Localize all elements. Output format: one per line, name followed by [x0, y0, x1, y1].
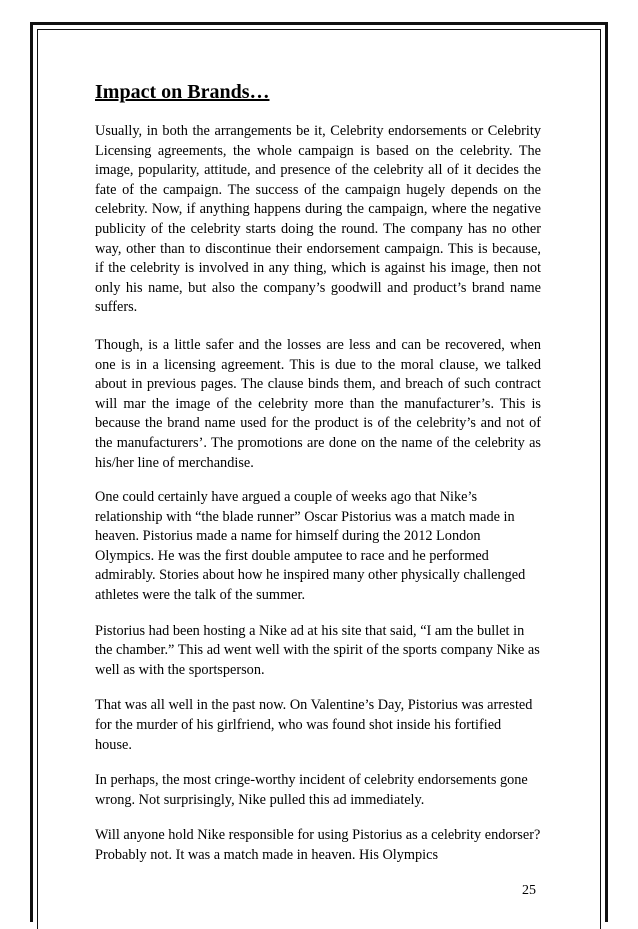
page-content: [95, 80, 541, 866]
section-heading: Impact on Brands…: [95, 81, 270, 103]
paragraph-6: In perhaps, the most cringe-worthy incident of celebrity endorsements gone wrong. Not surprisingly, Nike pulled this ad immediately.: [95, 772, 528, 808]
paragraph-3: One could certainly have argued a couple of weeks ago that Nike’s relationship with “the blade runner” Oscar Pistorius was a match made in heaven. Pistorius made a name for himself during the 2012 London Olympics. He was the first double amputee to race and he performed admirably. Stories about how he inspired many other physically challenged athletes were the talk of the summer.: [95, 489, 526, 604]
paragraph-1: Usually, in both the arrangements be it, Celebrity endorsements or Celebrity Licensing agreements, the whole campaign is based on the celebrity. The image, popularity, attitude, and presence of the celebrity all of it decides the fate of the campaign. The success of the campaign hugely depends on the celebrity. Now, if anything happens during the campaign, where the negative publicity of the celebrity starts doing the round. The company has no other way, other than to discontinue their endorsement campaign. This is because, if the celebrity is involved in any thing, which is against his image, then not only his name, but also the company’s goodwill and product’s brand name suffers.: [95, 123, 541, 316]
paragraph-5: That was all well in the past now. On Valentine’s Day, Pistorius was arrested for the murder of his girlfriend, who was found shot inside his fortified house.: [95, 697, 533, 753]
paragraph-2: Though, is a little safer and the losses are less and can be recovered, when one is in a licensing agreement. This is due to the moral clause, we talked about in previous pages. The clause binds them, and breach of such contract will mar the image of the celebrity more than the manufacturer’s. This is because the brand name used for the product is of the celebrity’s and not of the manufacturers’. The promotions are done on the name of the celebrity as his/her line of merchandise.: [95, 336, 541, 471]
paragraph-7: Will anyone hold Nike responsible for using Pistorius as a celebrity endorser? Probably not. It was a match made in heaven. His Olympics: [95, 827, 541, 863]
paragraph-4: Pistorius had been hosting a Nike ad at his site that said, “I am the bullet in the chamber.” This ad went well with the spirit of the sports company Nike as well as with the sportsperson.: [95, 622, 540, 678]
page-number: 25: [522, 883, 536, 898]
